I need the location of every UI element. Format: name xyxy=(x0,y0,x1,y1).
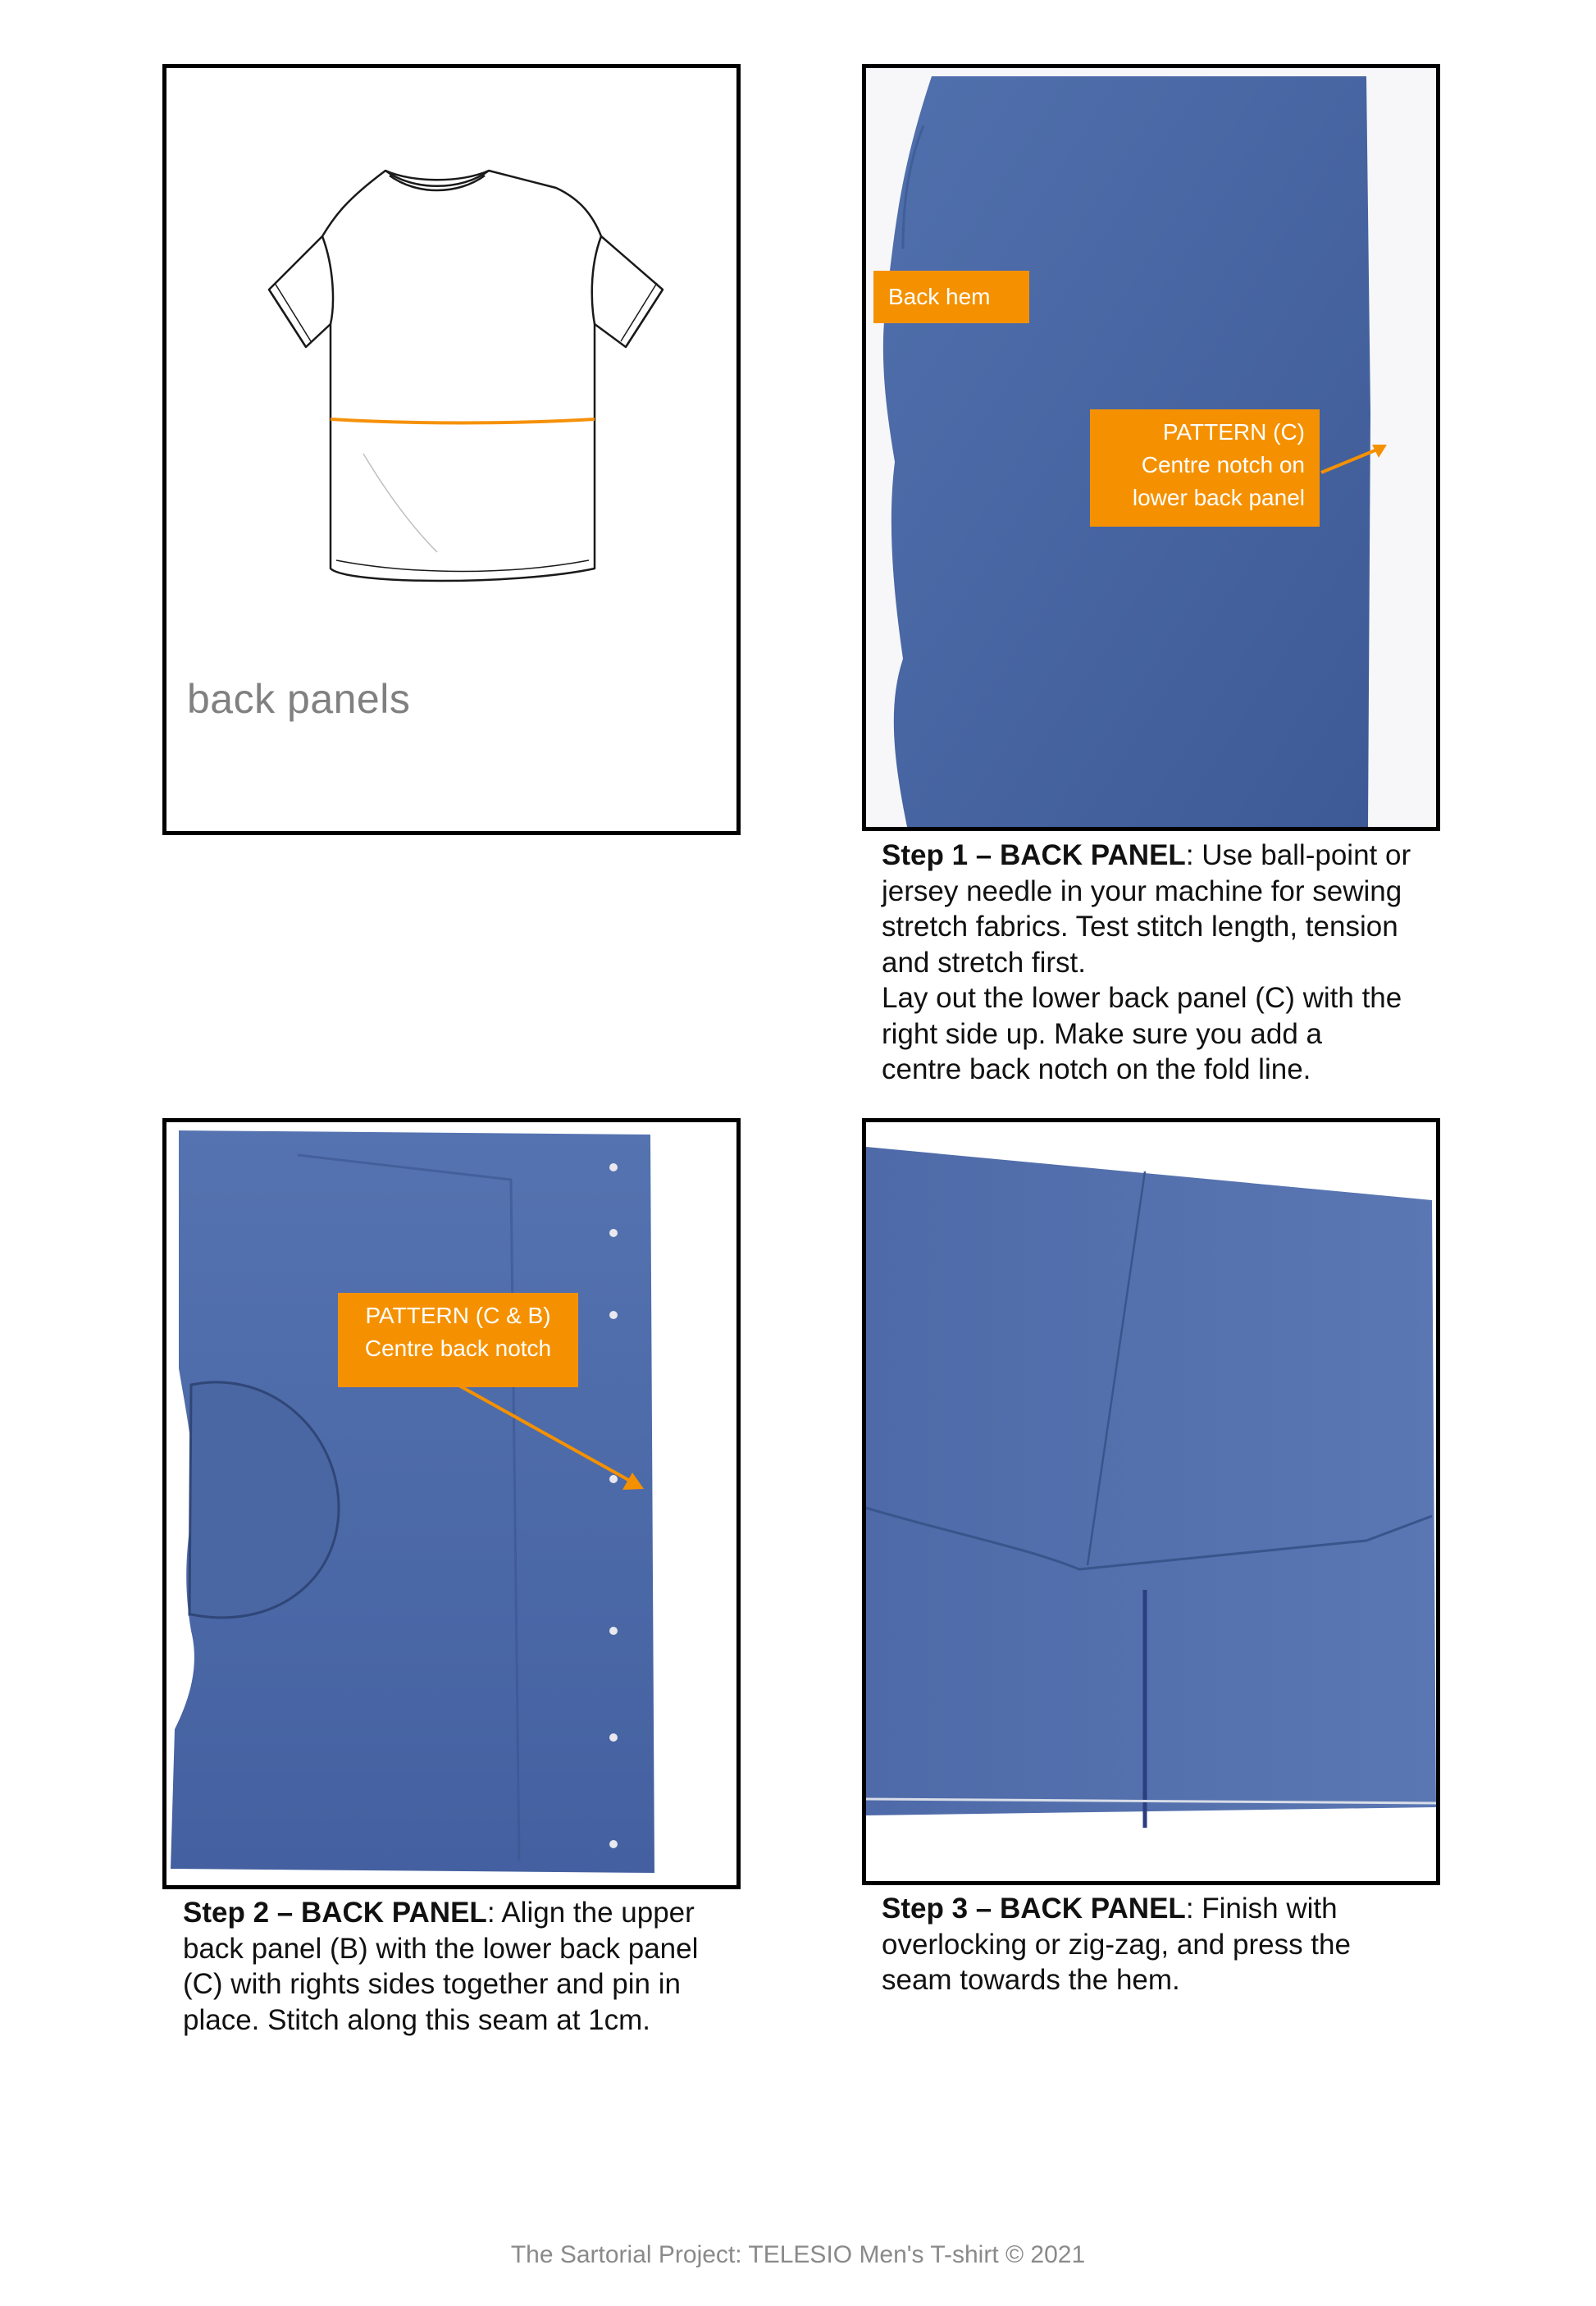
step1-line-1: : Use ball-point or xyxy=(1185,839,1411,871)
photo-pinned-panels xyxy=(162,1118,741,1889)
pattern-c-callout xyxy=(1090,409,1320,527)
pattern-c-arrow xyxy=(1320,441,1393,482)
step1-line-7: centre back notch on the fold line. xyxy=(882,1053,1311,1085)
footer-copyright: The Sartorial Project: TELESIO Men's T-shirt © 2021 xyxy=(510,2241,1086,2268)
photo-lower-back-panel xyxy=(862,64,1440,831)
step3-line-2: overlocking or zig-zag, and press the xyxy=(882,1928,1351,1961)
pattern-c-line-3: lower back panel xyxy=(1132,485,1305,510)
pattern-cb-arrow xyxy=(454,1381,650,1495)
step1-line-4: and stretch first. xyxy=(882,946,1086,979)
step1-heading: Step 1 – BACK PANEL xyxy=(882,839,1186,871)
pattern-cb-callout xyxy=(338,1293,578,1387)
step2-line-4: place. Stitch along this seam at 1cm. xyxy=(183,2003,650,2036)
step1-line-6: right side up. Make sure you add a xyxy=(882,1017,1322,1050)
pattern-c-line-1: PATTERN (C) xyxy=(1162,419,1305,445)
step2-heading: Step 2 – BACK PANEL xyxy=(183,1897,487,1929)
step3-line-1: : Finish with xyxy=(1185,1893,1338,1925)
photo-finished-seam xyxy=(862,1118,1440,1885)
step1-text xyxy=(882,838,1439,1088)
step3-heading: Step 3 – BACK PANEL xyxy=(882,1893,1186,1925)
step2-line-2: back panel (B) with the lower back panel xyxy=(183,1932,699,1965)
step2-text xyxy=(183,1895,741,2038)
back-hem-callout: Back hem xyxy=(873,271,1029,323)
pattern-c-line-2: Centre notch on xyxy=(1141,452,1305,477)
fabric-photo-2 xyxy=(166,1122,736,1885)
step1-line-2: jersey needle in your machine for sewing xyxy=(882,874,1402,907)
sketch-panel xyxy=(162,64,741,835)
step2-line-3: (C) with rights sides together and pin in xyxy=(183,1968,681,2000)
fabric-photo-3 xyxy=(866,1122,1436,1881)
step2-line-1: : Align the upper xyxy=(486,1897,695,1929)
step3-text xyxy=(882,1891,1439,1998)
step3-line-3: seam towards the hem. xyxy=(882,1964,1180,1996)
step1-line-3: stretch fabrics. Test stitch length, tension xyxy=(882,911,1398,943)
pattern-cb-line-1: PATTERN (C & B) xyxy=(365,1303,551,1328)
pattern-cb-line-2: Centre back notch xyxy=(364,1336,552,1361)
step1-line-5: Lay out the lower back panel (C) with the xyxy=(882,982,1402,1014)
sketch-caption: back panels xyxy=(187,676,411,722)
